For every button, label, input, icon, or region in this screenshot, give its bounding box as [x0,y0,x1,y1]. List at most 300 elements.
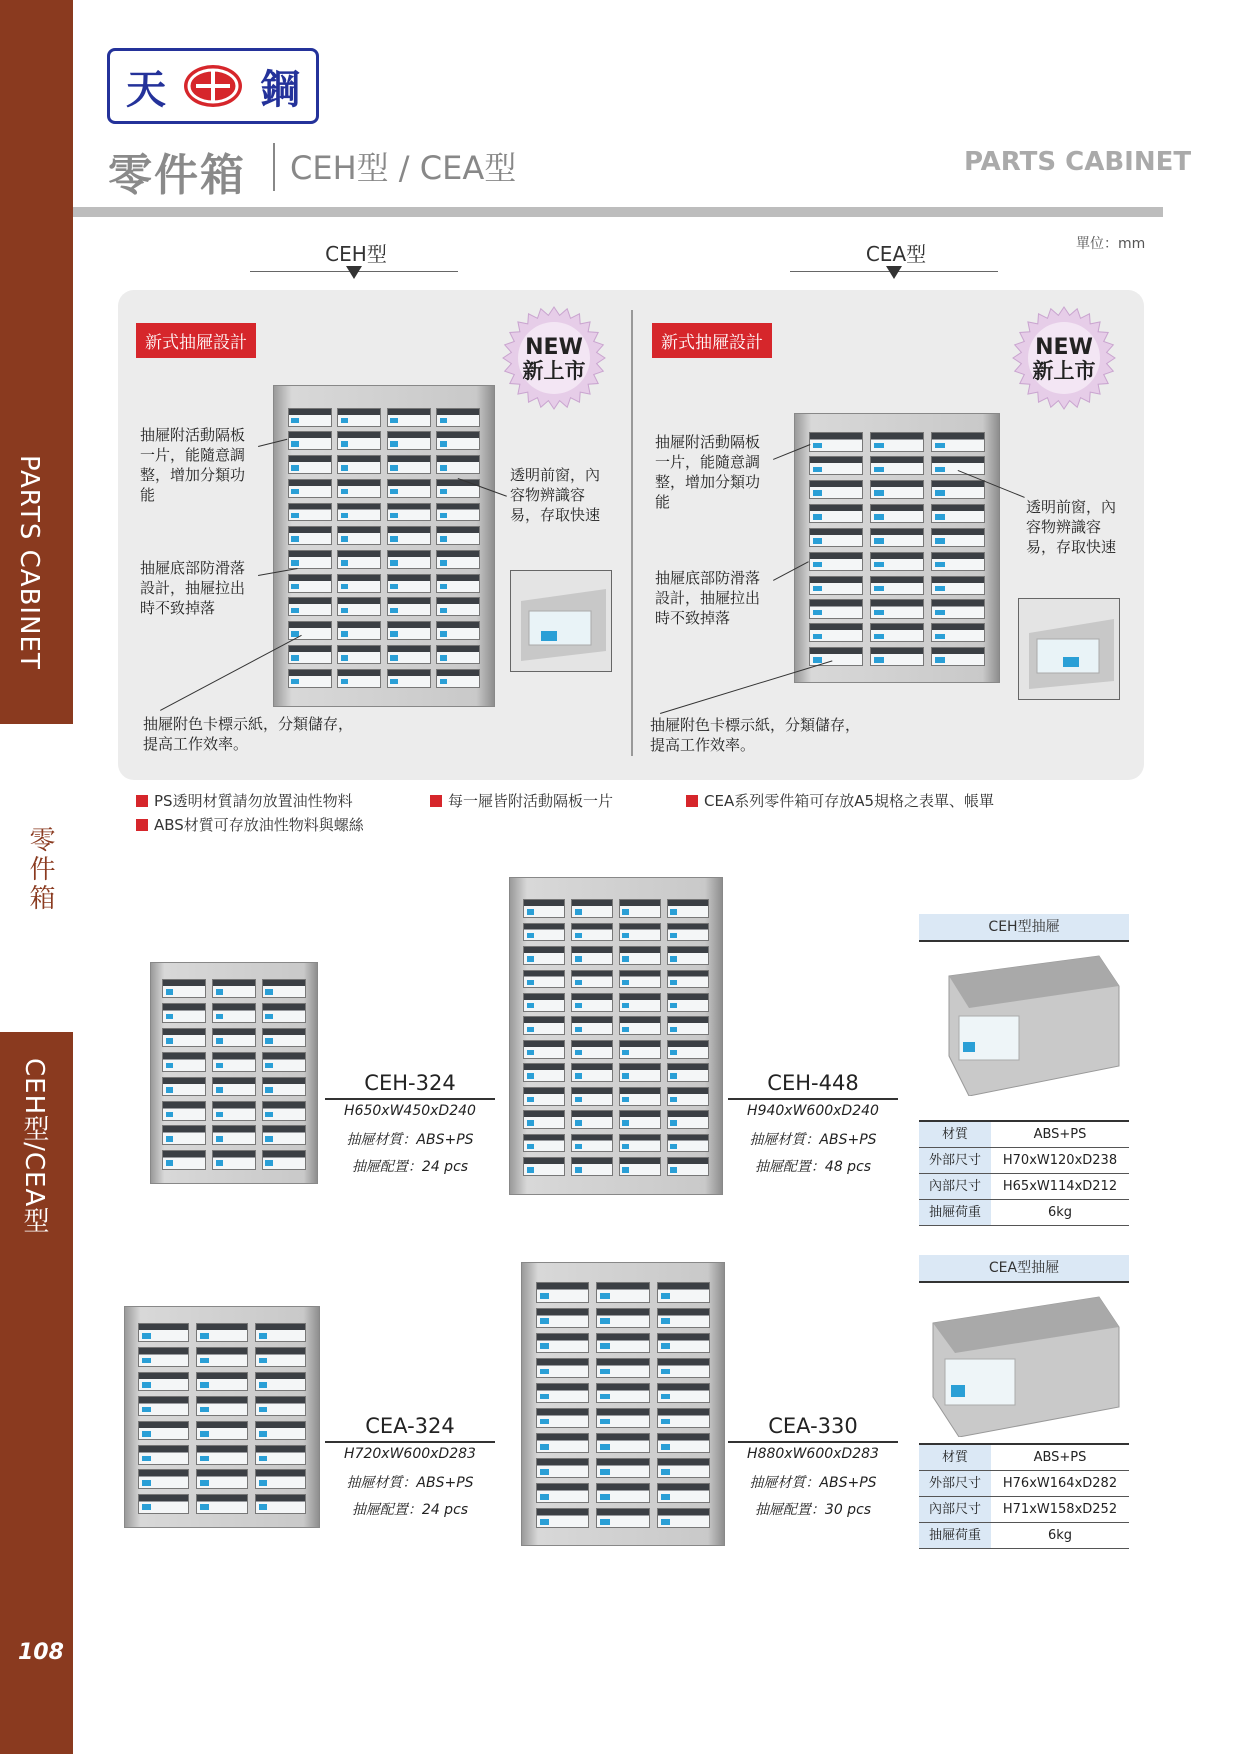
cabinet-drawer [162,1101,206,1121]
cabinet-drawer [571,993,613,1012]
title-divider [273,143,275,191]
cabinet-drawer [138,1323,189,1343]
cabinet-drawer [536,1308,589,1328]
drawer-label-card [265,1136,273,1142]
cabinet-drawer [619,946,661,965]
cabinet-drawer [262,1125,306,1145]
cabinet-drawer [337,621,381,640]
spec-row: 外部尺寸 H70xW120xD238 [919,1148,1129,1174]
drawer-label-card [341,513,348,518]
cabinet-drawer [436,431,480,450]
cabinet-drawer [536,1483,589,1503]
drawer-label-card [216,1112,224,1118]
drawer-label-card [200,1431,209,1437]
drawer-label-card [390,536,397,541]
cabinet-drawer [870,647,924,666]
cabinet-drawer [523,946,565,965]
drawer-label-card [440,441,447,446]
drawer-label-card [142,1407,151,1413]
cabinet-drawer [596,1308,649,1328]
drawer-label-card [813,562,822,567]
drawer-label-card [259,1358,268,1364]
drawer-label-card [600,1394,609,1400]
drawer-label-card [216,1014,224,1020]
drawer-label-card [874,514,883,519]
cabinet-drawer [436,526,480,545]
drawer-label-card [813,467,822,472]
cabinet-drawer [931,480,985,499]
cabinet-drawer [196,1347,247,1367]
cabinet-drawer [571,1134,613,1153]
cabinet-drawer [571,899,613,918]
product-model: CEH-324 [364,1071,456,1095]
new-badge-icon [502,306,606,410]
cabinet-drawer [288,455,332,474]
cabinet-image-ceh-324 [150,962,318,1184]
drawer-label-card [216,1160,224,1166]
cabinet-drawer [657,1408,710,1428]
cabinet-drawer [657,1358,710,1378]
cabinet-drawer [436,550,480,569]
drawer-label-card [440,536,447,541]
drawer-detail-photo [510,570,612,672]
cabinet-drawer [288,526,332,545]
cabinet-drawer [523,1063,565,1082]
cabinet-drawer [596,1508,649,1528]
cabinet-drawer [162,1077,206,1097]
product-model: CEA-330 [768,1414,858,1438]
drawer-label-card [527,1073,534,1078]
drawer-detail-photo [1018,598,1120,700]
drawer-label-card [622,1144,629,1149]
cabinet-drawer [870,456,924,475]
cabinet-drawer [809,647,863,666]
drawer-label-card [440,513,447,518]
cabinet-drawer [523,1087,565,1106]
drawer-label-card [166,1014,174,1020]
drawer-label-card [622,980,629,985]
cabinet-drawer [870,480,924,499]
cabinet-drawer [337,574,381,593]
cabinet-drawer [931,456,985,475]
callout-divider: 抽屜附活動隔板一片，能隨意調整，增加分類功能 [655,433,761,511]
cabinet-drawer [255,1347,306,1367]
cabinet-drawer [387,503,431,522]
cabinet-drawer [212,1028,256,1048]
cabinet-drawer [536,1333,589,1353]
cabinet-drawer [387,550,431,569]
cabinet-drawer [337,597,381,616]
cabinet-drawer [596,1458,649,1478]
drawer-label-card [440,631,447,636]
drawer-label-card [265,1063,273,1069]
drawer-label-card [935,443,944,448]
callout-window: 透明前窗，內容物辨識容易，存取快速 [510,466,601,524]
drawer-label-card [440,560,447,565]
cabinet-drawer [337,479,381,498]
drawer-label-card [670,1050,677,1055]
drawer-label-card [622,1003,629,1008]
page-title-english: PARTS CABINET [964,147,1192,177]
cabinet-drawer [138,1445,189,1465]
product-rule [325,1441,495,1443]
product-config: 抽屜配置：48 pcs [754,1159,872,1175]
cabinet-drawer [255,1396,306,1416]
product-material: 抽屜材質：ABS+PS [346,1132,474,1148]
drawer-label-card [265,1038,273,1044]
drawer-label-card [600,1519,609,1525]
drawer-label-card [216,1136,224,1142]
cabinet-drawer [870,599,924,618]
drawer-label-card [291,536,298,541]
drawer-label-card [265,989,273,995]
drawer-label-card [390,441,397,446]
drawer-label-card [540,1419,549,1425]
cabinet-drawer [436,597,480,616]
drawer-label-card [440,489,447,494]
drawer-label-card [216,1087,224,1093]
drawer-label-card [935,467,944,472]
callout-card: 抽屜附色卡標示紙，分類儲存，提高工作效率。 [650,716,861,754]
page-subtitle: CEH型 / CEA型 [290,149,517,187]
drawer-label-card [670,956,677,961]
drawer-label-card [216,1063,224,1069]
drawer-spec-table-cea [919,1255,1129,1549]
drawer-label-card [935,610,944,615]
cabinet-drawer [667,1087,709,1106]
drawer-label-card [166,989,174,995]
cabinet-drawer [523,1016,565,1035]
drawer-label-card [813,586,822,591]
drawer-label-card [166,1136,174,1142]
drawer-image-cea [919,1287,1129,1437]
drawer-label-card [622,909,629,914]
cabinet-drawer [657,1508,710,1528]
drawer-label-card [291,418,298,423]
drawer-label-card [575,909,582,914]
cabinet-drawer [657,1383,710,1403]
drawer-label-card [622,956,629,961]
cabinet-image-cea-324 [124,1306,320,1528]
drawer-label-card [259,1480,268,1486]
cabinet-drawer [337,645,381,664]
drawer-label-card [142,1358,151,1364]
cabinet-drawer [619,1063,661,1082]
product-model: CEA-324 [365,1414,455,1438]
drawer-label-card [600,1469,609,1475]
drawer-label-card [874,467,883,472]
product-dimensions: H720xW600xD283 [344,1446,476,1462]
header-rule [73,207,1163,217]
cabinet-drawer [337,503,381,522]
drawer-label-card [341,465,348,470]
drawer-label-card [341,441,348,446]
cabinet-drawer [619,899,661,918]
product-config: 抽屜配置：24 pcs [351,1502,469,1518]
cabinet-drawer [436,669,480,688]
drawer-label-card [341,536,348,541]
cabinet-drawer [436,479,480,498]
cabinet-drawer [288,503,332,522]
cabinet-drawer [571,1016,613,1035]
spec-row: 內部尺寸 H65xW114xD212 [919,1174,1129,1200]
spec-row: 外部尺寸 H76xW164xD282 [919,1471,1129,1497]
drawer-label-card [200,1504,209,1510]
drawer-label-card [874,657,883,662]
new-badge-en: NEW [1035,335,1093,360]
cabinet-drawer [536,1358,589,1378]
drawer-label-card [259,1456,268,1462]
new-badge-icon [1012,306,1116,410]
cabinet-drawer [870,432,924,451]
cabinet-drawer [536,1508,589,1528]
drawer-label-card [390,418,397,423]
cabinet-drawer [288,550,332,569]
cabinet-drawer [162,1052,206,1072]
drawer-label-card [622,933,629,938]
drawer-label-card [813,538,822,543]
cabinet-drawer [667,1063,709,1082]
drawer-label-card [291,441,298,446]
cabinet-drawer [387,455,431,474]
cabinet-drawer [870,576,924,595]
cabinet-drawer [809,528,863,547]
cabinet-drawer [571,1087,613,1106]
drawer-label-card [341,631,348,636]
drawer-label-card [259,1431,268,1437]
drawer-label-card [661,1394,670,1400]
drawer-label-card [265,1160,273,1166]
cabinet-drawer [596,1408,649,1428]
drawer-label-card [440,679,447,684]
drawer-label-card [575,956,582,961]
drawer-label-card [265,1014,273,1020]
drawer-label-card [341,584,348,589]
cabinet-drawer [667,1040,709,1059]
drawer-label-card [622,1027,629,1032]
drawer-label-card [341,418,348,423]
product-dimensions: H940xW600xD240 [747,1103,879,1119]
cabinet-drawer [387,408,431,427]
drawer-label-card [166,1063,174,1069]
drawer-label-card [813,634,822,639]
logo-char-left: 天 [126,65,166,113]
side-label-parts-cabinet: PARTS CABINET [14,455,44,670]
cabinet-drawer [571,1157,613,1176]
logo-emblem-icon [182,63,244,109]
cabinet-drawer [931,528,985,547]
drawer-label-card [390,679,397,684]
drawer-label-card [575,1097,582,1102]
drawer-label-card [575,1167,582,1172]
cabinet-drawer [288,645,332,664]
drawer-label-card [527,1144,534,1149]
drawer-label-card [390,631,397,636]
drawer-label-card [291,679,298,684]
cabinet-drawer [571,923,613,942]
drawer-label-card [622,1167,629,1172]
drawer-label-card [874,490,883,495]
drawer-label-card [813,490,822,495]
drawer-label-card [527,1027,534,1032]
drawer-label-card [575,1073,582,1078]
cabinet-drawer [138,1469,189,1489]
cabinet-drawer [809,432,863,451]
drawer-label-card [575,1050,582,1055]
drawer-label-card [813,610,822,615]
drawer-label-card [259,1382,268,1388]
product-rule [728,1098,898,1100]
cabinet-drawer [387,669,431,688]
drawer-label-card [527,956,534,961]
callout-card: 抽屜附色卡標示紙，分類儲存，提高工作效率。 [143,715,354,753]
drawer-label-card [259,1407,268,1413]
cabinet-drawer [870,623,924,642]
cabinet-drawer [523,923,565,942]
drawer-label-card [874,634,883,639]
drawer-label-card [874,610,883,615]
cabinet-drawer [387,431,431,450]
cabinet-drawer [536,1408,589,1428]
drawer-label-card [166,1160,174,1166]
cabinet-drawer [667,1134,709,1153]
drawer-label-card [390,608,397,613]
product-config: 抽屜配置：30 pcs [754,1502,872,1518]
cabinet-drawer [212,1077,256,1097]
drawer-label-card [575,1003,582,1008]
cabinet-drawer [931,576,985,595]
drawer-label-card [291,655,298,660]
drawer-label-card [600,1293,609,1299]
cabinet-drawer [262,1077,306,1097]
cabinet-drawer [523,899,565,918]
page-number: 108 [18,1640,64,1665]
drawer-label-card [935,657,944,662]
cabinet-drawer [596,1333,649,1353]
cabinet-image-ceh-448 [509,877,723,1195]
drawer-label-card [527,933,534,938]
brand-logo [107,48,319,124]
cabinet-drawer [667,1016,709,1035]
cabinet-drawer [931,647,985,666]
unit-note: 單位：mm [1076,236,1146,252]
drawer-label-card [670,1144,677,1149]
drawer-label-card [166,1087,174,1093]
drawer-label-card [200,1407,209,1413]
cabinet-drawer [387,574,431,593]
cabinet-drawer [931,599,985,618]
drawer-label-card [440,465,447,470]
callout-divider: 抽屜附活動隔板一片，能隨意調整，增加分類功能 [140,426,246,504]
drawer-label-card [527,1050,534,1055]
cabinet-drawer [196,1323,247,1343]
drawer-label-card [259,1504,268,1510]
spec-row: 抽屜荷重 6kg [919,1523,1129,1549]
drawer-label-card [622,1120,629,1125]
spec-table-title: CEH型抽屜 [919,914,1129,942]
drawer-label-card [670,909,677,914]
cabinet-drawer [288,574,332,593]
drawer-label-card [540,1293,549,1299]
drawer-label-card [200,1358,209,1364]
drawer-label-card [341,608,348,613]
cabinet-drawer [596,1282,649,1302]
cabinet-drawer [262,979,306,999]
cabinet-drawer [523,1157,565,1176]
cabinet-drawer [262,1052,306,1072]
drawer-label-card [575,1120,582,1125]
new-badge-zh: 新上市 [522,359,586,383]
cabinet-drawer [523,1040,565,1059]
drawer-label-card [291,513,298,518]
drawer-label-card [200,1382,209,1388]
drawer-label-card [670,1097,677,1102]
spec-row: 內部尺寸 H71xW158xD252 [919,1497,1129,1523]
cabinet-drawer [196,1396,247,1416]
drawer-label-card [540,1444,549,1450]
cabinet-drawer [196,1445,247,1465]
cabinet-drawer [870,552,924,571]
cabinet-drawer [288,669,332,688]
product-rule [728,1441,898,1443]
cabinet-drawer [809,480,863,499]
cabinet-drawer [212,1003,256,1023]
cabinet-drawer [255,1323,306,1343]
cabinet-drawer [619,1110,661,1129]
drawer-label-card [390,489,397,494]
drawer-label-card [440,608,447,613]
cabinet-drawer [337,669,381,688]
cabinet-image-cea [794,413,1000,683]
cabinet-drawer [657,1433,710,1453]
drawer-label-card [216,989,224,995]
drawer-label-card [661,1494,670,1500]
cabinet-drawer [657,1458,710,1478]
cabinet-drawer [196,1372,247,1392]
drawer-label-card [575,980,582,985]
drawer-label-card [440,418,447,423]
drawer-label-card [341,655,348,660]
cabinet-drawer [667,993,709,1012]
cabinet-drawer [212,979,256,999]
cabinet-drawer [657,1333,710,1353]
cabinet-drawer [596,1433,649,1453]
callout-bottom: 抽屜底部防滑落設計，抽屜拉出時不致掉落 [655,569,761,627]
cabinet-drawer [255,1469,306,1489]
cabinet-drawer [596,1383,649,1403]
cabinet-drawer [870,504,924,523]
cabinet-drawer [619,1134,661,1153]
cabinet-drawer [387,526,431,545]
cabinet-drawer [931,432,985,451]
drawer-label-card [200,1333,209,1339]
down-triangle-icon [886,266,902,279]
callout-window: 透明前窗，內容物辨識容易，存取快速 [1026,498,1117,556]
drawer-label-card [540,1519,549,1525]
cabinet-drawer [436,574,480,593]
drawer-image-ceh [919,946,1129,1096]
cabinet-drawer [337,408,381,427]
cabinet-drawer [162,1125,206,1145]
cabinet-drawer [162,1028,206,1048]
drawer-label-card [291,560,298,565]
page-title: 零件箱 [108,150,246,201]
cabinet-drawer [436,645,480,664]
cabinet-drawer [931,623,985,642]
drawer-label-card [540,1469,549,1475]
drawer-label-card [813,514,822,519]
cabinet-drawer [196,1494,247,1514]
